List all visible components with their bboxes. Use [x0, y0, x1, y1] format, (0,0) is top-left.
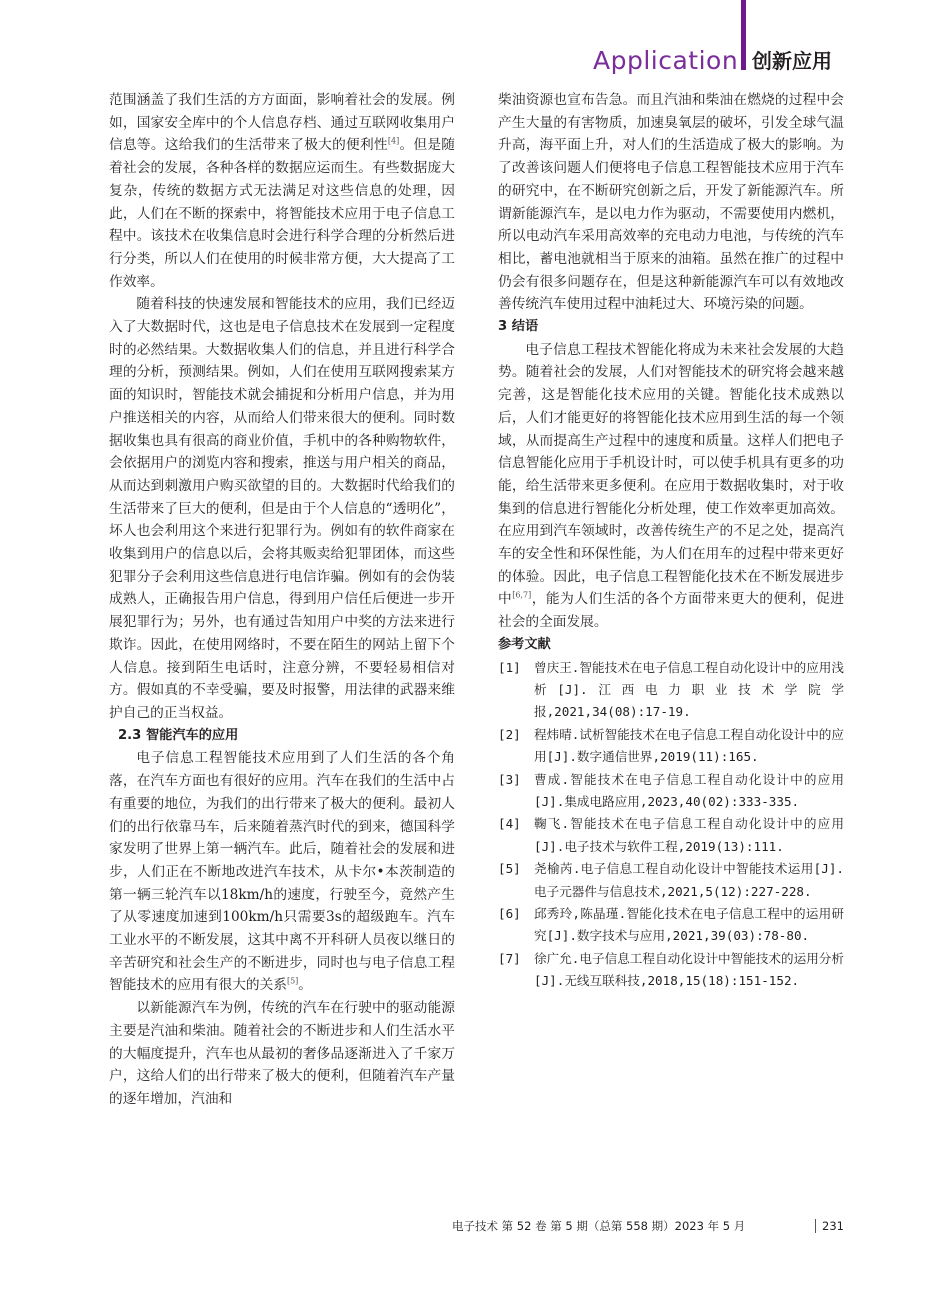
paragraph: 柴油资源也宣布告急。而且汽油和柴油在燃烧的过程中会产生大量的有害物质，加速臭氧层的破坏，引发全球气温升高，海平面上升，对人们的生活造成了极大的影响。为了改善该问题人们便将电子信息工程智能技术应用于汽车的研究中，在不断研究创新之后，开发了新能源汽车。所谓新能源汽车，是以电力作为驱动，不需要使用内燃机，所以电动汽车采用高效率的充电动力电池，与传统的汽车相比，蓄电池就相当于原来的油箱。虽然在推广的过程中仍会有很多问题存在，但是这种新能源汽车可以有效地改善传统汽车使用过程中油耗过大、环境污染的问题。 — [498, 92, 844, 313]
paragraph: 电子信息工程技术智能化将成为未来社会发展的大趋势。随着社会的发展，人们对智能技术的研究将会越来越完善，这是智能化技术应用的关键。智能化技术成熟以后，人们才能更好的将智能化技术应用到生活的每一个领域，从而提高生产过程中的速度和质量。这样人们把电子信息智能化应用于手机设计时，可以使手机具有更多的功能，给生活带来更多便利。在应用于数据收集时，对于收集到的信息进行智能化分析处理，使工作效率更加高效。在应用到汽车领域时，改善传统生产的不足之处，提高汽车的安全性和环保性能，为人们在用车的过程中带来更好的体验。因此，电子信息工程智能化技术在不断发展进步中[6,7]，能为人们生活的各个方面带来更大的便利，促进社会的全面发展。 — [498, 341, 844, 631]
reference-item: [5] 尧榆芮.电子信息工程自动化设计中智能技术运用[J].电子元器件与信息技术,2021,5(12):227-228. — [498, 861, 844, 899]
reference-item: [3] 曹成.智能技术在电子信息工程自动化设计中的应用[J].集成电路应用,2023,40(02):333-335. — [498, 771, 844, 810]
reference-item: [7] 徐广允.电子信息工程自动化设计中智能技术的运用分析[J].无线互联科技,2018,15(18):151-152. — [498, 950, 844, 989]
footer-journal-info: 电子技术 第 52 卷 第 5 期（总第 558 期）2023 年 5 月 — [452, 1219, 746, 1233]
header-accent-bar — [741, 0, 746, 70]
reference-item: [1] 曾庆王.智能技术在电子信息工程自动化设计中的应用浅析[J].江西电力职业技术学院学报,2021,34(08):17-19. — [498, 659, 844, 720]
citation: [4] — [387, 136, 400, 146]
paragraph: 以新能源汽车为例，传统的汽车在行驶中的驱动能源主要是汽油和柴油。随着社会的不断进步和人们生活水平的大幅度提升，汽车也从最初的奢侈品逐渐进入了千家万户，这给人们的出行带来了极大的便利，但随着汽车产量的逐年增加，汽油和 — [109, 1000, 455, 1107]
citation: [5] — [286, 976, 299, 986]
right-column — [498, 89, 844, 993]
header-section-label: 创新应用 — [752, 49, 832, 73]
page-number: 231 — [822, 1219, 844, 1233]
citation: [6,7] — [512, 590, 532, 600]
paragraph: 随着科技的快速发展和智能技术的应用，我们已经迈入了大数据时代，这也是电子信息技术在发展到一定程度时的必然结果。大数据收集人们的信息，并且进行科学合理的分析，预测结果。例如，人们在使用互联网搜索某方面的知识时，智能技术就会捕捉和分析用户信息，并为用户推送相关的内容，从而给人们带来很大的便利。同时数据收集也具有很高的商业价值，手机中的各种购物软件，会依据用户的浏览内容和搜索，推送与用户相关的商品，从而达到刺激用户购买欲望的目的。大数据时代给我们的生活带来了巨大的便利，但是由于个人信息的“透明化”，坏人也会利用这个来进行犯罪行为。例如有的软件商家在收集到用户的信息以后，会将其贩卖给犯罪团体，而这些犯罪分子会利用这些信息进行电信诈骗。例如有的会伪装成熟人，正确报告用户信息，得到用户信任后便进一步开展犯罪行为；另外，也有通过告知用户中奖的方法来进行欺诈。因此，在使用网络时，不要在陌生的网站上留下个人信息。接到陌生电话时，注意分辨，不要轻易相信对方。假如真的不幸受骗，要及时报警，用法律的武器来维护自己的正当权益。 — [109, 296, 455, 721]
paragraph: 范围涵盖了我们生活的方方面面，影响着社会的发展。例如，国家安全库中的个人信息存档、通过互联网收集用户信息等。这给我们的生活带来了极大的便利性[4]。但是随着社会的发展，各种各样的数据应运而生。有些数据庞大复杂，传统的数据方式无法满足对这些信息的处理，因此，人们在不断的探索中，将智能技术应用于电子信息工程中。该技术在收集信息时会进行科学合理的分析然后进行分类，所以人们在使用的时候非常方便，大大提高了工作效率。 — [109, 92, 455, 290]
left-column — [109, 89, 455, 1111]
section-heading-2-3: 2.3 智能汽车的应用 — [118, 727, 239, 743]
footer-divider — [815, 1219, 816, 1233]
section-heading-3: 3 结语 — [498, 319, 539, 335]
references-heading: 参考文献 — [498, 636, 551, 652]
paragraph: 电子信息工程智能技术应用到了人们生活的各个角落，在汽车方面也有很好的应用。汽车在我们的生活中占有重要的地位，为我们的出行带来了极大的便利。最初人们的出行依靠马车，后来随着蒸汽时代的到来，德国科学家发明了世界上第一辆汽车。此后，随着社会的发展和进步，人们正在不断地改进汽车技术，从卡尔•本茨制造的第一辆三轮汽车以18km/h的速度，行驶至今，竟然产生了从零速度加速到100km/h只需要3s的超级跑车。汽车工业水平的不断发展，这其中离不开科研人员夜以继日的辛苦研究和社会生产的不断进步，同时也与电子信息工程智能技术的应用有很大的关系[5]。 — [109, 750, 455, 994]
reference-item: [6] 邱秀玲,陈晶瑾.智能化技术在电子信息工程中的运用研究[J].数字技术与应用,2021,39(03):78-80. — [498, 906, 844, 944]
reference-item: [2] 程炜晴.试析智能技术在电子信息工程自动化设计中的应用[J].数字通信世界,2019(11):165. — [498, 726, 844, 765]
header-application-label: Application — [593, 46, 739, 75]
reference-list — [498, 657, 844, 993]
reference-item: [4] 鞠飞.智能技术在电子信息工程自动化设计中的应用[J].电子技术与软件工程,2019(13):111. — [498, 816, 844, 854]
